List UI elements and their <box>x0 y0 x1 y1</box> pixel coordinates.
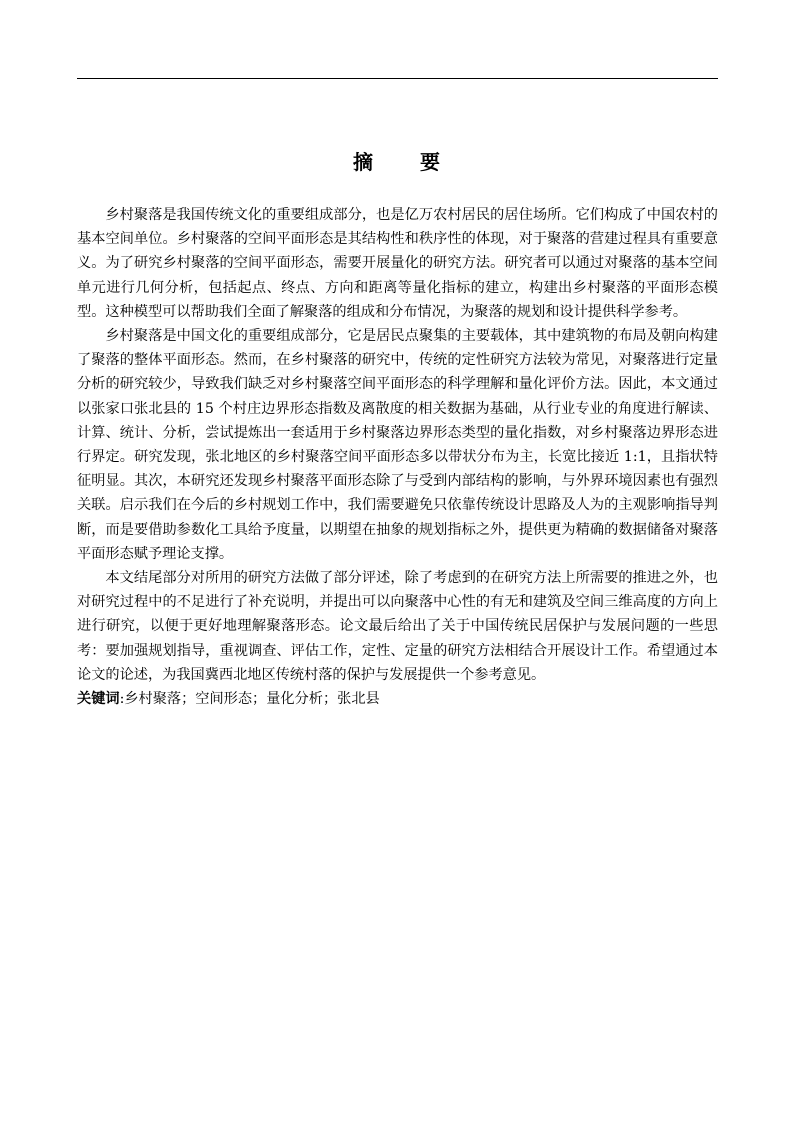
page-title: 摘 要 <box>353 150 460 174</box>
header-rule <box>77 78 718 79</box>
abstract-body <box>77 203 718 711</box>
abstract-paragraph-2: 乡村聚落是中国文化的重要组成部分，它是居民点聚集的主要载体，其中建筑物的布局及朝向构建了聚落的整体平面形态。然而，在乡村聚落的研究中，传统的定性研究方法较为常见，对聚落进行定量分析的研究较少，导致我们缺乏对乡村聚落空间平面形态的科学理解和量化评价方法。因此，本文通过以张家口张北县的 15 个村庄边界形态指数及离散度的相关数据为基础，从行业专业的角度进行解读、计算、统计、分析，尝试提炼出一套适用于乡村聚落边界形态类型的量化指数，对乡村聚落边界形态进行界定。研究发现，张北地区的乡村聚落空间平面形态多以带状分布为主，长宽比接近 1:1，且指状特征明显。其次，本研究还发现乡村聚落平面形态除了与受到内部结构的影响，与外界环境因素也有强烈关联。启示我们在今后的乡村规划工作中，我们需要避免只依靠传统设计思路及人为的主观影响指导判断，而是要借助参数化工具给予度量，以期望在抽象的规划指标之外，提供更为精确的数据储备对聚落平面形态赋予理论支撑。 <box>77 328 718 562</box>
abstract-paragraph-1: 乡村聚落是我国传统文化的重要组成部分，也是亿万农村居民的居住场所。它们构成了中国农村的基本空间单位。乡村聚落的空间平面形态是其结构性和秩序性的体现，对于聚落的营建过程具有重要意义。为了研究乡村聚落的空间平面形态，需要开展量化的研究方法。研究者可以通过对聚落的基本空间单元进行几何分析，包括起点、终点、方向和距离等量化指标的建立，构建出乡村聚落的平面形态模型。这种模型可以帮助我们全面了解聚落的组成和分布情况，为聚落的规划和设计提供科学参考。 <box>77 207 718 320</box>
keywords-line <box>77 687 718 711</box>
abstract-paragraph-3: 本文结尾部分对所用的研究方法做了部分评述，除了考虑到的在研究方法上所需要的推进之外，也对研究过程中的不足进行了补充说明，并提出可以向聚落中心性的有无和建筑及空间三维高度的方向上进行研究，以便于更好地理解聚落形态。论文最后给出了关于中国传统民居保护与发展问题的一些思考：要加强规划指导，重视调查、评估工作，定性、定量的研究方法相结合开展设计工作。希望通过本论文的论述，为我国冀西北地区传统村落的保护与发展提供一个参考意见。 <box>77 570 718 683</box>
keywords-text: :乡村聚落；空间形态；量化分析；张北县 <box>119 691 380 708</box>
keywords-label: 关键词 <box>77 691 120 708</box>
